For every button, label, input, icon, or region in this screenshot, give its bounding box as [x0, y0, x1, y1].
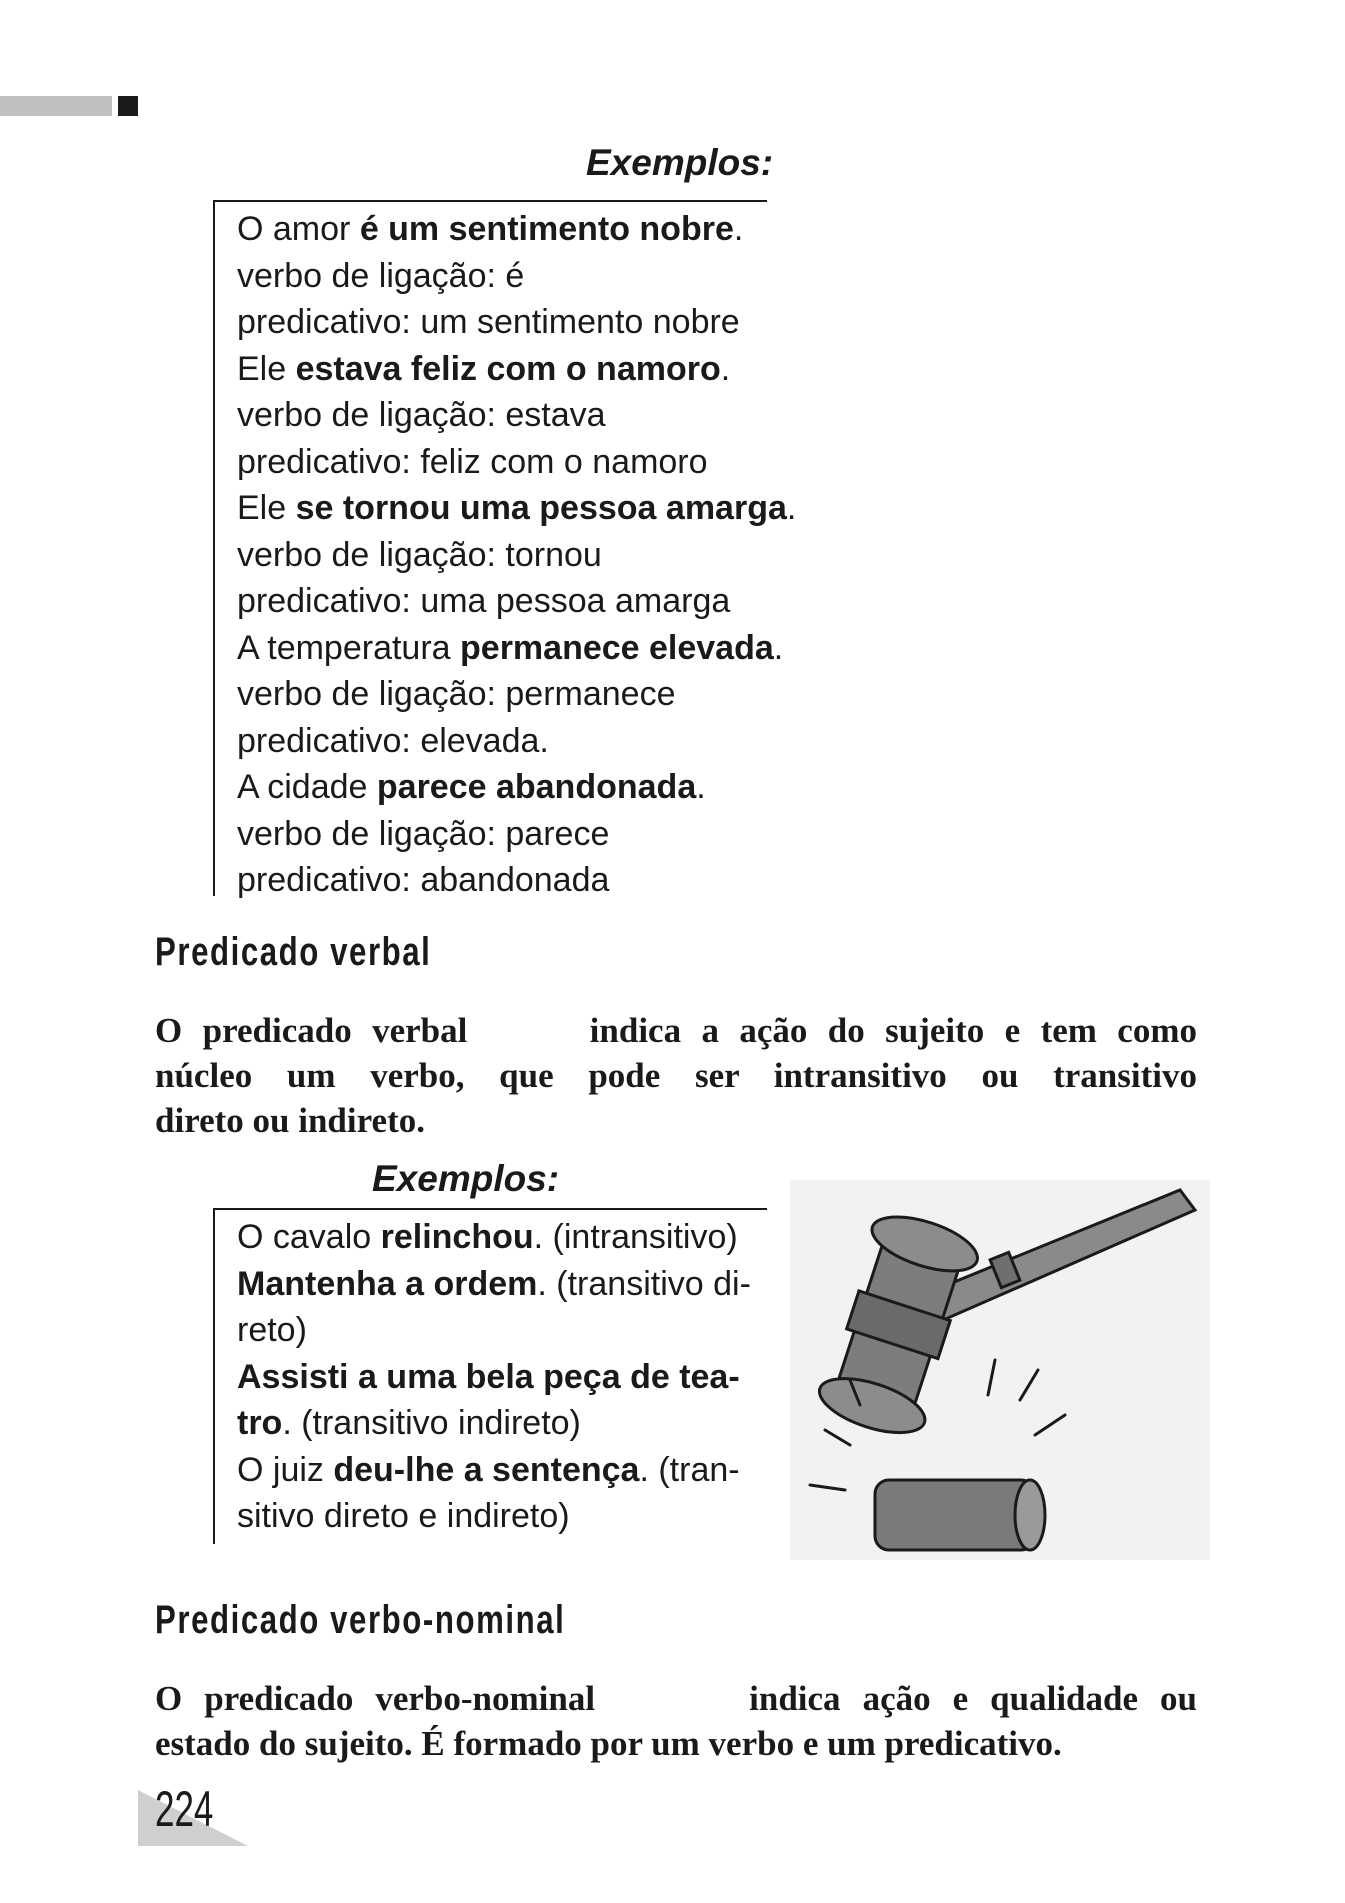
example-line	[237, 532, 767, 579]
example-bold: deu-lhe a sentença	[333, 1450, 640, 1489]
example-pre: sitivo direto e indireto)	[237, 1497, 570, 1535]
example-pre: Ele	[237, 489, 296, 527]
example-post: . (tran-	[639, 1450, 740, 1489]
example-post: .	[733, 210, 744, 248]
example-bold: estava feliz com o namoro	[295, 349, 721, 388]
example-bold: relinchou	[380, 1218, 534, 1256]
paragraph-line: direto ou indireto.	[155, 1101, 425, 1140]
example-pre: verbo de ligação: tornou	[237, 535, 602, 574]
paragraph-predicado-verbal	[155, 1008, 1197, 1143]
example-line	[237, 253, 767, 300]
example-line	[237, 1307, 767, 1354]
example-line	[237, 206, 767, 253]
example-line	[237, 671, 767, 718]
example-pre: A temperatura	[237, 628, 461, 667]
page-number: 224	[155, 1781, 214, 1837]
examples-label-2: Exemplos:	[372, 1158, 560, 1199]
example-pre: predicativo: feliz com o namoro	[237, 442, 708, 481]
example-pre: verbo de ligação: permanece	[237, 675, 676, 713]
example-post: . (transitivo indireto)	[282, 1404, 581, 1442]
example-line	[237, 857, 767, 904]
example-pre: O cavalo	[237, 1218, 381, 1256]
example-pre: predicativo: abandonada	[237, 861, 610, 899]
top-gray-bar	[0, 96, 112, 116]
example-pre: verbo de ligação: parece	[237, 814, 610, 853]
section-title-predicado-verbal: Predicado verbal	[155, 930, 432, 974]
example-bold: permanece elevada	[460, 628, 774, 667]
example-bold: é um sentimento nobre	[359, 210, 734, 248]
example-line	[237, 299, 767, 346]
example-line	[237, 1261, 767, 1308]
example-pre: O juiz	[237, 1450, 334, 1489]
example-line	[237, 1447, 767, 1494]
example-line	[237, 485, 797, 532]
example-post: .	[720, 349, 731, 388]
example-bold: parece abandonada	[376, 768, 697, 806]
example-pre: Ele	[237, 349, 296, 388]
example-line	[237, 578, 767, 625]
example-bold: tro	[237, 1404, 283, 1442]
example-line	[237, 439, 767, 486]
example-line	[237, 764, 767, 811]
example-post: . (transitivo di-	[537, 1264, 751, 1303]
section-title-predicado-verbo-nominal: Predicado verbo-nominal	[155, 1598, 566, 1642]
paragraph-line: núcleo um verbo, que pode ser intransitivo ou transitivo	[155, 1056, 1197, 1095]
example-pre: O amor	[237, 210, 360, 248]
example-line	[237, 1493, 767, 1540]
paragraph-line: estado do sujeito. É formado por um verbo e um predicativo.	[155, 1724, 1062, 1763]
example-pre: predicativo: elevada.	[237, 721, 549, 760]
examples-label-1: Exemplos:	[586, 142, 774, 183]
example-pre: verbo de ligação: estava	[237, 396, 606, 434]
example-bold: Assisti a uma bela peça de tea-	[237, 1357, 740, 1396]
examples-box-2	[213, 1208, 767, 1544]
example-line	[237, 1354, 767, 1401]
example-pre: A cidade	[237, 768, 377, 806]
example-bold: se tornou uma pessoa amarga	[295, 489, 787, 527]
examples-box-1	[213, 200, 797, 899]
example-post: .	[786, 489, 797, 527]
top-black-square	[118, 96, 138, 116]
gavel-illustration-icon	[790, 1180, 1210, 1560]
example-line	[237, 1400, 767, 1447]
example-post: .	[773, 628, 784, 667]
paragraph-line: O predicado verbo-nominal indica ação e qualidade ou	[155, 1679, 1197, 1718]
example-bold: Mantenha a ordem	[237, 1264, 538, 1303]
paragraph-line: O predicado verbal indica a ação do sujeito e tem como	[155, 1011, 1197, 1050]
example-line	[237, 392, 767, 439]
example-line	[237, 625, 784, 672]
example-post: .	[696, 768, 706, 806]
example-pre: predicativo: uma pessoa amarga	[237, 582, 731, 620]
example-line	[237, 718, 767, 765]
paragraph-predicado-verbo-nominal	[155, 1676, 1197, 1766]
example-line	[237, 346, 767, 393]
example-line	[237, 1214, 767, 1261]
example-line	[237, 811, 767, 858]
example-pre: verbo de ligação: é	[237, 256, 525, 295]
example-pre: reto)	[237, 1311, 307, 1349]
example-pre: predicativo: um sentimento nobre	[237, 303, 740, 341]
example-post: . (intransitivo)	[533, 1218, 738, 1256]
